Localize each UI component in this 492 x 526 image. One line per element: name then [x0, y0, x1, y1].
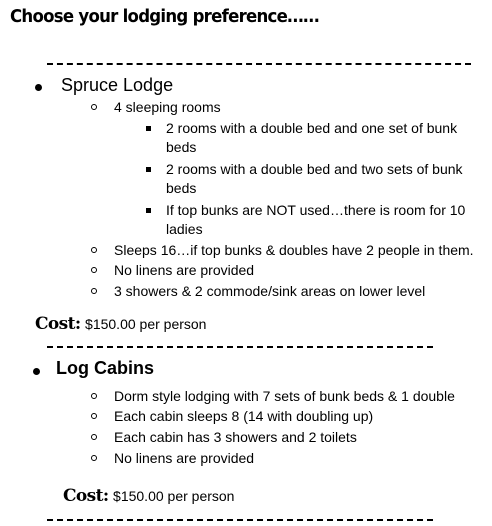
list-bullet — [35, 84, 42, 91]
page-title: Choose your lodging preference…… — [10, 6, 319, 27]
cost-value: $150.00 per person — [85, 316, 207, 332]
list-bullet — [91, 393, 97, 399]
list-bullet — [33, 368, 40, 375]
list-item: Each cabin sleeps 8 (14 with doubling up) — [114, 408, 374, 424]
list-item-continuation: ladies — [166, 221, 203, 237]
section-divider — [47, 346, 433, 348]
list-bullet — [146, 167, 151, 172]
cost-label: Cost: — [35, 314, 81, 334]
list-bullet — [146, 208, 151, 213]
section-title-spruce: Spruce Lodge — [61, 75, 174, 95]
list-item-continuation: beds — [166, 139, 197, 155]
list-item: Sleeps 16…if top bunks & doubles have 2 people in them. — [114, 242, 474, 258]
cost-value: $150.00 per person — [113, 488, 235, 504]
list-item: Dorm style lodging with 7 sets of bunk beds & 1 double — [114, 388, 455, 404]
list-bullet — [91, 434, 97, 440]
cost-label: Cost: — [63, 486, 109, 506]
list-bullet — [91, 288, 97, 294]
list-item: 2 rooms with a double bed and two sets of bunk — [166, 161, 463, 177]
list-item: If top bunks are NOT used…there is room for 10 — [166, 202, 466, 218]
list-bullet — [91, 413, 97, 419]
list-bullet — [91, 267, 97, 273]
list-item: 4 sleeping rooms — [114, 99, 221, 115]
list-bullet — [91, 455, 97, 461]
list-item: No linens are provided — [114, 450, 255, 466]
list-item: Each cabin has 3 showers and 2 toilets — [114, 429, 357, 445]
list-item: 2 rooms with a double bed and one set of bunk — [166, 120, 458, 136]
section-divider — [47, 519, 433, 521]
list-item: No linens are provided — [114, 262, 255, 278]
list-bullet — [91, 247, 97, 253]
list-bullet — [91, 104, 97, 110]
list-item: 3 showers & 2 commode/sink areas on lower level — [114, 283, 426, 299]
section-title-cabins: Log Cabins — [56, 358, 154, 378]
list-item-continuation: beds — [166, 180, 197, 196]
cost-line — [63, 486, 234, 506]
cost-line — [35, 314, 206, 334]
section-divider — [47, 63, 471, 65]
list-bullet — [146, 126, 151, 131]
